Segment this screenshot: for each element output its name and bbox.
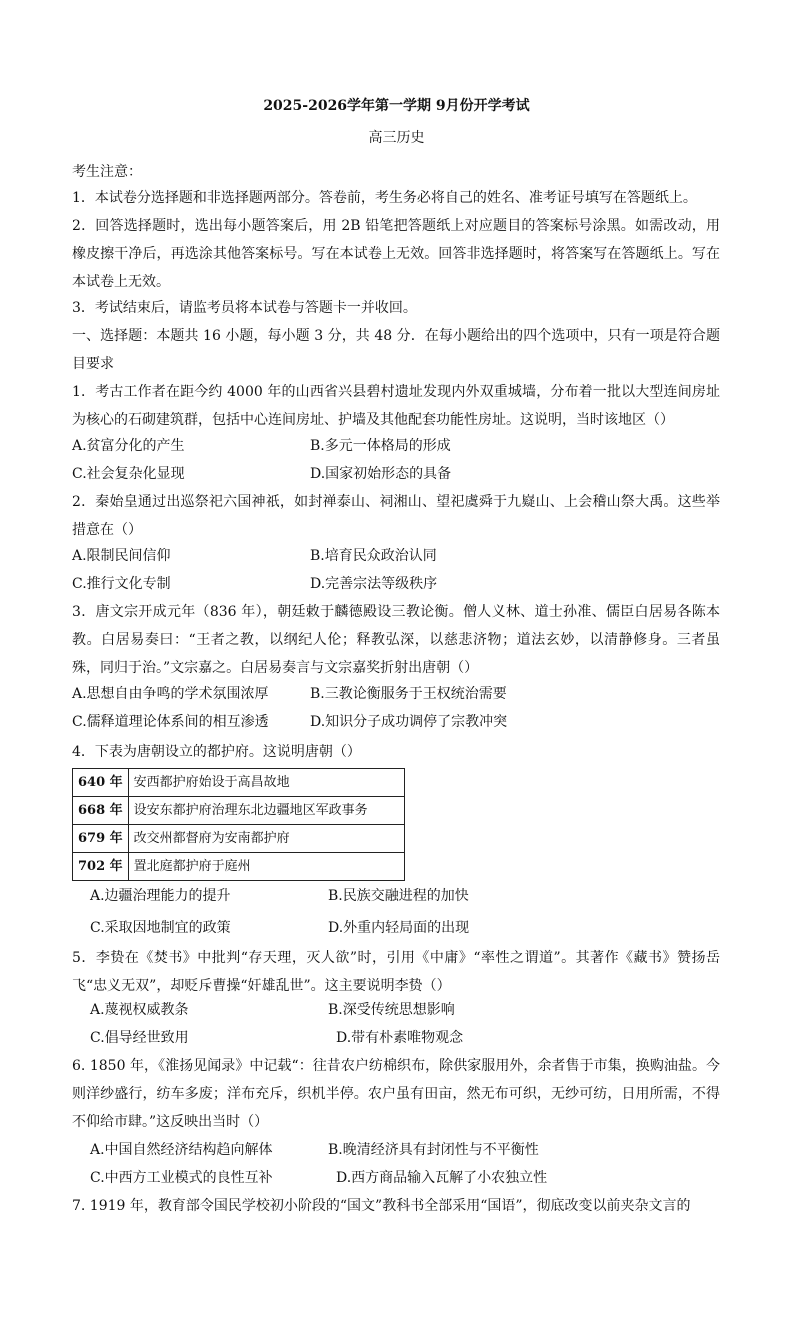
protectorate-table — [72, 768, 405, 881]
question-5-option-c[interactable]: C.倡导经世致用 — [90, 1030, 189, 1046]
question-4-option-d[interactable]: D.外重内轻局面的出现 — [328, 920, 470, 936]
question-1-option-c[interactable]: C.社会复杂化显现 — [72, 466, 185, 482]
question-6-option-a[interactable]: A.中国自然经济结构趋向解体 — [90, 1142, 273, 1158]
question-5-option-b[interactable]: B.深受传统思想影响 — [328, 1002, 455, 1018]
question-3-option-a[interactable]: A.思想自由争鸣的学术氛围浓厚 — [72, 686, 269, 702]
question-3-stem: 3．唐文宗开成元年（836 年），朝廷敕于麟德殿设三教论衡。僧人义林、道士孙准、儒臣白居易各陈本教。白居易奏曰：“王者之教，以纲纪人伦；释教弘深，以慈悲济物；道法玄妙，以清静修身。三者虽殊，同归于治。”文宗嘉之。白居易奏言与文宗嘉奖折射出唐朝（） — [72, 604, 720, 676]
table-row — [73, 769, 405, 797]
question-3-option-b[interactable]: B.三教论衡服务于王权统治需要 — [310, 686, 507, 702]
question-1-option-a[interactable]: A.贫富分化的产生 — [72, 438, 185, 454]
table-row — [73, 797, 405, 825]
note-item-2: 2．回答选择题时，选出每小题答案后，用 2B 铅笔把答题纸上对应题目的答案标号涂黑。如需改动，用橡皮擦干净后，再选涂其他答案标号。写在本试卷上无效。回答非选择题时，将答案写在答题纸上。写在本试卷上无效。 — [72, 218, 720, 290]
table-year: 668 年 — [73, 797, 129, 825]
table-row — [73, 853, 405, 881]
note-item-3: 3．考试结束后，请监考员将本试卷与答题卡一并收回。 — [72, 300, 417, 316]
question-7-stem: 7. 1919 年，教育部令国民学校初小阶段的“国文”教科书全部采用“国语”，彻底改变以前夹杂文言的 — [72, 1198, 691, 1214]
question-4-option-a[interactable]: A.边疆治理能力的提升 — [90, 888, 231, 904]
question-3-option-c[interactable]: C.儒释道理论体系间的相互渗透 — [72, 714, 269, 730]
question-6-option-d[interactable]: D.西方商品输入瓦解了小农独立性 — [336, 1170, 548, 1186]
table-row — [73, 825, 405, 853]
table-event: 设安东都护府治理东北边疆地区军政事务 — [128, 797, 404, 825]
question-2-option-d[interactable]: D.完善宗法等级秩序 — [310, 576, 438, 592]
question-5-option-a[interactable]: A.蔑视权威教条 — [90, 1002, 189, 1018]
question-5-stem: 5．李贽在《焚书》中批判“存天理，灭人欲”时，引用《中庸》“率性之谓道”。其著作《藏书》赞扬岳飞“忠义无双”，却贬斥曹操“奸雄乱世”。这主要说明李贽（） — [72, 950, 720, 994]
question-6-option-c[interactable]: C.中西方工业模式的良性互补 — [90, 1170, 273, 1186]
question-5-option-d[interactable]: D.带有朴素唯物观念 — [336, 1030, 464, 1046]
table-year: 640 年 — [73, 769, 129, 797]
table-event: 改交州都督府为安南都护府 — [128, 825, 404, 853]
table-year: 679 年 — [73, 825, 129, 853]
notes-heading: 考生注意： — [72, 164, 142, 180]
question-1-stem: 1．考古工作者在距今约 4000 年的山西省兴县碧村遗址发现内外双重城墙，分布着一批以大型连间房址为核心的石砌建筑群，包括中心连间房址、护墙及其他配套功能性房址。这说明，当时该地区（） — [72, 384, 720, 428]
question-2-option-a[interactable]: A.限制民间信仰 — [72, 548, 171, 564]
question-4-option-c[interactable]: C.采取因地制宜的政策 — [90, 920, 231, 936]
exam-subject: 高三历史 — [368, 130, 425, 146]
question-1-option-d[interactable]: D.国家初始形态的具备 — [310, 466, 452, 482]
question-6-option-b[interactable]: B.晚清经济具有封闭性与不平衡性 — [328, 1142, 539, 1158]
note-item-1: 1．本试卷分选择题和非选择题两部分。答卷前，考生务必将自己的姓名、准考证号填写在答题纸上。 — [72, 190, 697, 206]
question-3-option-d[interactable]: D.知识分子成功调停了宗教冲突 — [310, 714, 508, 730]
table-event: 置北庭都护府于庭州 — [128, 853, 404, 881]
question-2-stem: 2．秦始皇通过出巡祭祀六国神祇，如封禅泰山、祠湘山、望祀虞舜于九嶷山、上会稽山祭大禹。这些举措意在（） — [72, 494, 720, 538]
question-4-stem: 4．下表为唐朝设立的都护府。这说明唐朝（） — [72, 744, 361, 760]
question-4-option-b[interactable]: B.民族交融进程的加快 — [328, 888, 469, 904]
table-event: 安西都护府始设于高昌故地 — [128, 769, 404, 797]
table-year: 702 年 — [73, 853, 129, 881]
question-2-option-c[interactable]: C.推行文化专制 — [72, 576, 171, 592]
section-intro: 一、选择题：本题共 16 小题，每小题 3 分，共 48 分．在每小题给出的四个选项中，只有一项是符合题目要求 — [72, 328, 720, 372]
question-2-option-b[interactable]: B.培育民众政治认同 — [310, 548, 437, 564]
exam-title: 2025-2026学年第一学期 9月份开学考试 — [263, 98, 530, 114]
question-6-stem: 6. 1850 年，《淮扬见闻录》中记载“：往昔农户纺棉织布，除供家服用外，余者售于市集，换购油盐。今则洋纱盛行，纺车多废；洋布充斥，织机半停。农户虽有田亩，然无布可织，无纱可纺，日用所需，不得不仰给市肆。”这反映出当时（） — [72, 1058, 720, 1130]
question-1-option-b[interactable]: B.多元一体格局的形成 — [310, 438, 451, 454]
